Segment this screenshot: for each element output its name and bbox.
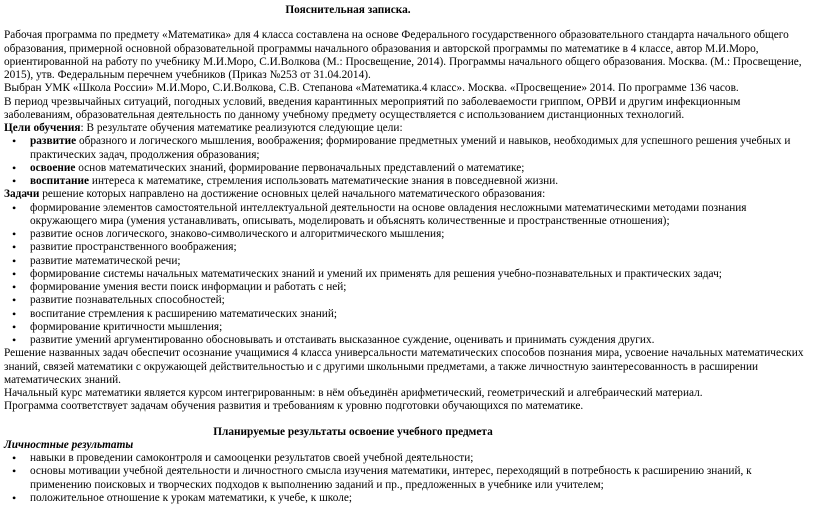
document-title: Пояснительная записка.: [285, 4, 411, 16]
list-item: • развитие пространственного воображения;: [4, 241, 812, 254]
list-item: [4, 162, 812, 175]
goals-paragraph: [4, 122, 812, 135]
goals-heading: Цели обучения: [4, 122, 81, 134]
list-item: • развитие математической речи;: [4, 255, 812, 268]
personal-results-list: [4, 452, 812, 505]
tasks-heading: Задачи: [4, 188, 40, 201]
results-title: Планируемые результаты освоение учебного предмета: [213, 425, 493, 438]
personal-results-heading: Личностные результаты: [4, 438, 134, 451]
goal-keyword: освоение: [30, 161, 76, 174]
closing-paragraph: Начальный курс математики является курсом интегрированным: в нём объединён арифметический, геометрический и алгебраический материал.: [4, 387, 703, 399]
list-item: [4, 135, 812, 162]
list-item: • навыки в проведении самоконтроля и самооценки результатов своей учебной деятельности;: [4, 452, 812, 465]
goal-text: основ математических знаний, формирование первоначальных представлений о математике;: [75, 161, 525, 174]
list-item: • формирование критичности мышления;: [4, 321, 812, 334]
list-item: • воспитание стремления к расширению математических знаний;: [4, 308, 812, 321]
goals-intro: : В результате обучения математике реализуются следующие цели:: [80, 122, 403, 134]
tasks-list: [4, 202, 812, 348]
list-item: • развитие основ логического, знаково-символического и алгоритмического мышления;: [4, 228, 812, 241]
list-item: • формирование системы начальных математических знаний и умений их применять для решения учебно-познавательных и практических задач;: [4, 268, 812, 281]
goal-text: образного и логического мышления, воображения; формирование предметных умений и навыков, необходимых для успешного решения учебных и практических задач, продолжения образования;: [30, 135, 791, 161]
list-item: • формирование элементов самостоятельной интеллектуальной деятельности на основе овладения несложными математическими методами познания окружающего мира (умения устанавливать, описывать, моделировать и объяснять количественные и пространственные отношения);: [4, 202, 812, 229]
list-item: • развитие умений аргументированно обосновывать и отстаивать высказанное суждение, оценивать и принимать суждения других.: [4, 334, 812, 347]
goal-keyword: воспитание: [30, 175, 90, 187]
closing-paragraph: Программа соответствует задачам обучения развития и требованиям к уровню подготовки обучающихся по математике.: [4, 400, 584, 413]
tasks-intro: решение которых направлено на достижение основных целей начального математического образования:: [39, 188, 546, 201]
list-item: • развитие познавательных способностей;: [4, 294, 812, 307]
tasks-paragraph: [4, 188, 812, 201]
intro-paragraph: В период чрезвычайных ситуаций, погодных условий, введения карантинных мероприятий по заболеваемости гриппом, ОРВИ и другим инфекционным заболеваниям, образовательная деятельность по данному учебному предмету осуществляется с использованием дистанционных технологий.: [4, 95, 741, 121]
intro-paragraph: Рабочая программа по предмету «Математика» для 4 класса составлена на основе Федерального государственного образовательного стандарта начального общего образования, примерной основной образовательной программы начального образования и авторской программы по математике в 4 классе, автор М.И.Моро, ориентированной на работу по учебнику М.И.Моро, С.И.Волкова (М.: Просвещение, 2014). Программы начального общего образования. Москва. (М.: Просвещение, 2015), утв. Федеральным перечнем учебников (Приказ №253 от 31.04.2014).: [4, 29, 802, 81]
closing-paragraph: Решение названных задач обеспечит осознание учащимися 4 класса универсальности математических способов познания мира, усвоение начальных математических знаний, связей математики с окружающей действительностью и с другими школьными предметами, а также личностную заинтересованность в расширении математических знаний.: [4, 347, 804, 386]
list-item: [4, 175, 812, 188]
goals-list: [4, 135, 812, 188]
list-item: • формирование умения вести поиск информации и работать с ней;: [4, 281, 812, 294]
list-item: • положительное отношение к урокам математики, к учебе, к школе;: [4, 492, 812, 505]
goal-text: интереса к математике, стремления использовать математические знания в повседневной жизни.: [89, 175, 559, 187]
intro-paragraph: Выбран УМК «Школа России» М.И.Моро, С.И.Волкова, С.В. Степанова «Математика.4 класс». Москва. «Просвещение» 2014. По программе 136 часов.: [4, 82, 739, 95]
list-item: • основы мотивации учебной деятельности и личностного смысла изучения математики, интерес, переходящий в потребность к расширению знаний, к применению поисковых и творческих подходов к выполнению заданий и пр., предложенных в учебнике или учителем;: [4, 465, 812, 492]
goal-keyword: развитие: [30, 135, 77, 148]
